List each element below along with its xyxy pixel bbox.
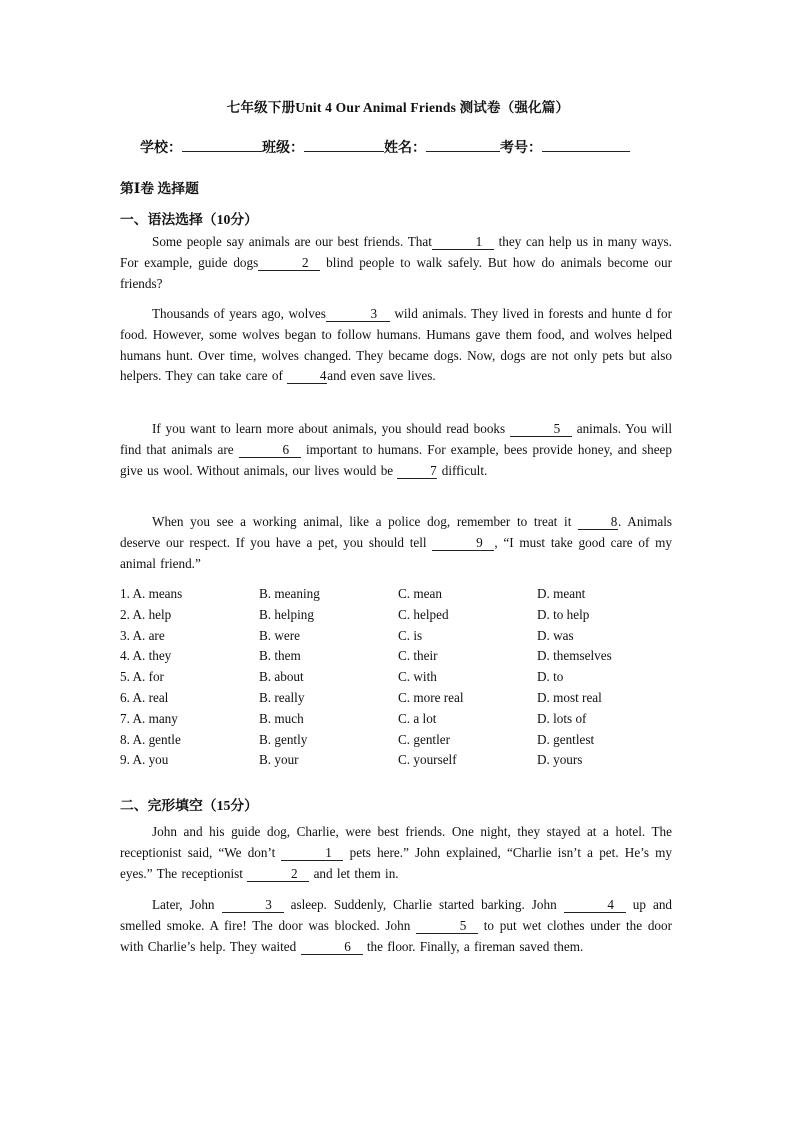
school-field[interactable] bbox=[182, 137, 262, 152]
blank-1[interactable]: 1 bbox=[281, 845, 343, 861]
option-c[interactable]: C. with bbox=[398, 669, 437, 685]
page-title: 七年级下册Unit 4 Our Animal Friends 测试卷（强化篇） bbox=[226, 100, 570, 115]
passage-paragraph: When you see a working animal, like a police dog, remember to treat it 8. Animals deserve our respect. If you have a pet, you should tell 9 , “I must take good care of my animal friend.” bbox=[120, 514, 672, 571]
school-label: 学校： bbox=[140, 141, 182, 156]
option-a[interactable]: 3. A. are bbox=[120, 627, 165, 643]
option-b[interactable]: B. much bbox=[259, 710, 304, 726]
option-b[interactable]: B. meaning bbox=[259, 586, 320, 601]
option-row bbox=[120, 752, 676, 773]
passage-paragraph: John and his guide dog, Charlie, were best friends. One night, they stayed at a hotel. The receptionist said, “We don’t 1 pets here.” John explained, “Charlie isn’t a pet. He’s my eyes.” The receptionist 2 and let them in. bbox=[120, 824, 672, 881]
blank-1[interactable]: 1 bbox=[432, 234, 494, 250]
option-row bbox=[120, 648, 676, 669]
option-a[interactable]: 2. A. help bbox=[120, 606, 172, 622]
blank-6[interactable]: 6 bbox=[301, 939, 363, 955]
blank-5[interactable]: 5 bbox=[416, 918, 478, 934]
student-info-line bbox=[140, 137, 680, 157]
option-d[interactable]: D. yours bbox=[537, 752, 583, 768]
option-c[interactable]: C. helped bbox=[398, 606, 449, 622]
option-d[interactable]: D. meant bbox=[537, 586, 586, 601]
option-a[interactable]: 1. A. means bbox=[120, 586, 183, 601]
option-a[interactable]: 6. A. real bbox=[120, 689, 169, 705]
option-c[interactable]: C. more real bbox=[398, 689, 464, 705]
name-field[interactable] bbox=[426, 137, 500, 152]
blank-5[interactable]: 5 bbox=[510, 421, 572, 437]
option-b[interactable]: B. were bbox=[259, 627, 301, 643]
option-d[interactable]: D. themselves bbox=[537, 648, 612, 664]
option-b[interactable]: B. gently bbox=[259, 731, 308, 747]
option-a[interactable]: 7. A. many bbox=[120, 710, 178, 726]
option-b[interactable]: B. them bbox=[259, 648, 301, 664]
blank-4[interactable]: 4 bbox=[564, 897, 626, 913]
option-c[interactable]: C. yourself bbox=[398, 752, 457, 768]
option-a[interactable]: 9. A. you bbox=[120, 752, 169, 768]
option-c[interactable]: C. their bbox=[398, 648, 438, 664]
blank-2[interactable]: 2 bbox=[258, 255, 320, 271]
section-heading-cloze: 二、完形填空（15分） bbox=[120, 798, 258, 813]
blank-2[interactable]: 2 bbox=[247, 866, 309, 882]
blank-6[interactable]: 6 bbox=[239, 442, 301, 458]
option-a[interactable]: 4. A. they bbox=[120, 648, 172, 664]
option-d[interactable]: D. lots of bbox=[537, 710, 587, 726]
passage-paragraph: Some people say animals are our best friends. That 1 they can help us in many ways. For example, guide dogs 2 blind people to walk safely. But how do animals become our friends? bbox=[120, 234, 673, 291]
class-field[interactable] bbox=[304, 137, 384, 152]
option-d[interactable]: D. to help bbox=[537, 606, 590, 622]
options-list bbox=[120, 586, 676, 773]
option-row bbox=[120, 690, 676, 711]
option-c[interactable]: C. mean bbox=[398, 586, 442, 601]
option-a[interactable]: 5. A. for bbox=[120, 669, 164, 685]
blank-9[interactable]: 9 bbox=[432, 535, 494, 551]
section-heading-grammar: 一、语法选择（10分） bbox=[120, 212, 258, 227]
passage-paragraph: Later, John 3 asleep. Suddenly, Charlie started barking. John 4 up and smelled smoke. A fire! The door was blocked. John 5 to put wet clothes under the door with Charlie’s help. They waited 6 the floor. Finally, a fireman saved them. bbox=[120, 897, 673, 954]
option-row bbox=[120, 586, 676, 607]
blank-4[interactable]: 4 bbox=[287, 368, 327, 384]
blank-8[interactable]: 8 bbox=[578, 514, 618, 530]
option-d[interactable]: D. was bbox=[537, 627, 574, 643]
number-label: 考号： bbox=[500, 141, 542, 156]
blank-3[interactable]: 3 bbox=[326, 306, 390, 322]
option-b[interactable]: B. about bbox=[259, 669, 304, 685]
blank-7[interactable]: 7 bbox=[397, 463, 437, 479]
option-c[interactable]: C. is bbox=[398, 627, 423, 643]
option-b[interactable]: B. helping bbox=[259, 606, 314, 622]
option-d[interactable]: D. to bbox=[537, 669, 564, 685]
blank-3[interactable]: 3 bbox=[222, 897, 284, 913]
part-heading: 第Ⅰ卷 选择题 bbox=[120, 181, 199, 196]
option-a[interactable]: 8. A. gentle bbox=[120, 731, 181, 747]
passage-paragraph: Thousands of years ago, wolves 3 wild animals. They lived in forests and hunte d for food. However, some wolves began to follow humans. Humans gave them food, and wolves helped humans hunt. Over time, wolves changed. They became dogs. Now, dogs are not only pets but also helpers. They can take care of 4and even save lives. bbox=[120, 306, 672, 384]
number-field[interactable] bbox=[542, 137, 630, 152]
option-c[interactable]: C. a lot bbox=[398, 710, 437, 726]
passage-paragraph: If you want to learn more about animals, you should read books 5 animals. You will find that animals are 6 important to humans. For example, bees provide honey, and sheep give us wool. Without animals, our lives would be 7 difficult. bbox=[120, 421, 672, 478]
option-row bbox=[120, 607, 676, 628]
option-row bbox=[120, 711, 676, 732]
option-b[interactable]: B. your bbox=[259, 752, 299, 768]
name-label: 姓名： bbox=[384, 141, 426, 156]
option-row bbox=[120, 669, 676, 690]
option-d[interactable]: D. gentlest bbox=[537, 731, 595, 747]
class-label: 班级： bbox=[262, 141, 304, 156]
option-c[interactable]: C. gentler bbox=[398, 731, 451, 747]
option-d[interactable]: D. most real bbox=[537, 689, 602, 705]
option-row bbox=[120, 732, 676, 753]
option-row bbox=[120, 628, 676, 649]
option-b[interactable]: B. really bbox=[259, 689, 305, 705]
